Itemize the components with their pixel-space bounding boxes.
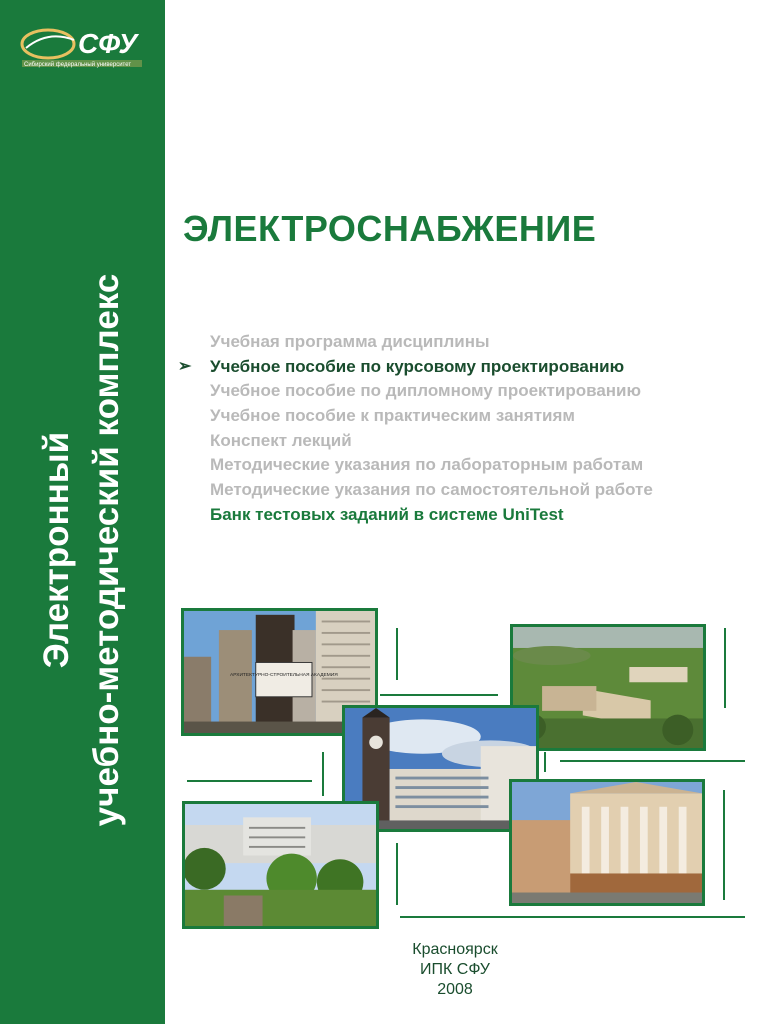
menu-item-curriculum[interactable] (210, 330, 653, 355)
divider-line (322, 752, 324, 796)
menu-item-label: Конспект лекций (210, 430, 352, 450)
publisher-label: ИПК СФУ (420, 961, 490, 978)
divider-line (544, 752, 546, 772)
divider-line (380, 694, 498, 696)
contents-menu (178, 330, 653, 528)
logo-subtitle: Сибирский федеральный университет (24, 62, 132, 68)
vertical-title-line2: учебно-методический комплекс (87, 273, 126, 827)
logo-text: СФУ (78, 28, 138, 59)
divider-line (724, 628, 726, 708)
divider-line (396, 628, 398, 680)
sidebar (0, 0, 165, 1024)
menu-item-diploma-project[interactable] (210, 379, 653, 404)
divider-line (560, 760, 745, 762)
year-label: 2008 (437, 981, 473, 998)
menu-item-test-bank[interactable] (210, 503, 653, 528)
menu-item-label: Учебное пособие по дипломному проектированию (210, 381, 642, 401)
menu-item-lecture-notes[interactable] (210, 429, 653, 454)
campus-photo-columns (509, 779, 705, 906)
menu-item-independent-work[interactable] (210, 478, 653, 503)
menu-item-course-project[interactable] (178, 355, 653, 380)
menu-item-label: Методические указания по лабораторным работам (210, 455, 644, 475)
menu-item-label: Банк тестовых заданий в системе UniTest (210, 504, 564, 524)
divider-line (187, 780, 312, 782)
divider-line (723, 790, 725, 900)
menu-item-practical-classes[interactable] (210, 404, 653, 429)
menu-item-label: Учебная программа дисциплины (210, 332, 490, 351)
page-title: ЭЛЕКТРОСНАБЖЕНИЕ (183, 208, 597, 249)
academy-sign-text: АРХИТЕКТУРНО-СТРОИТЕЛЬНАЯ АКАДЕМИЯ (229, 672, 338, 678)
menu-item-label: Учебное пособие к практическим занятиям (210, 406, 575, 426)
menu-item-lab-works[interactable] (210, 453, 653, 478)
university-logo[interactable] (18, 22, 150, 72)
arrow-pointer-icon: ➢ (178, 357, 192, 375)
publication-info (380, 940, 530, 1000)
vertical-title (32, 274, 132, 827)
city-label: Красноярск (412, 941, 498, 958)
menu-item-label: Методические указания по самостоятельной работе (210, 480, 653, 500)
divider-line (400, 916, 745, 918)
campus-photo-aerial (510, 624, 706, 751)
divider-line (396, 843, 398, 905)
campus-photo-park (182, 801, 379, 929)
vertical-title-line1: Электронный (37, 431, 76, 669)
menu-item-label: Учебное пособие по курсовому проектированию (210, 356, 625, 376)
